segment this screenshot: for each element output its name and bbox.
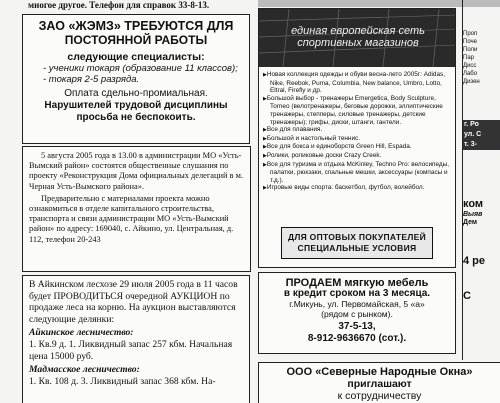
notice-paragraph-1: 5 августа 2005 года в 13.00 в администрации МО «Усть-Вымский район» состоятся общественные слушания по проекту «Реконструкция Дома официальных делегаций в м. Черная Усть-Вымского района».	[29, 151, 243, 191]
right-fragment: Выяв	[463, 211, 483, 218]
right-fragment: Поче	[463, 39, 477, 45]
zao-title: ЗАО «ЖЭМЗ» ТРЕБУЮТСЯ ДЛЯ	[38, 19, 234, 33]
north-company: ООО «Северные Народные Окна»	[286, 366, 473, 378]
stamp-line-2: СПЕЦИАЛЬНЫЕ УСЛОВИЯ	[297, 243, 417, 253]
zao-specialists-heading: следующие специалисты:	[67, 51, 205, 63]
furniture-headline: ПРОДАЕМ мягкую мебель	[285, 277, 429, 289]
sport-product-list	[263, 71, 453, 193]
furniture-address-note: (рядом с рынком).	[321, 309, 393, 319]
furniture-credit: в кредит сроком на 3 месяца.	[283, 288, 431, 299]
right-fragment: Поли	[463, 47, 478, 53]
public-hearing-notice	[22, 146, 251, 272]
zao-item-1: - ученики токаря (образование 11 классов);	[43, 63, 238, 74]
stamp-line-1: ДЛЯ ОПТОВЫХ ПОКУПАТЕЛЕЙ	[287, 232, 427, 242]
right-fragment: ком	[463, 198, 484, 210]
zao-recruitment-ad	[22, 14, 250, 144]
zao-subtitle: ПОСТОЯННОЙ РАБОТЫ	[64, 33, 208, 47]
banner-line-2: спортивных магазинов	[297, 37, 419, 49]
north-windows-ad	[258, 362, 500, 403]
right-fragment: С	[463, 290, 471, 302]
right-fragment: Дизен	[463, 79, 480, 85]
banner-line-1: единая европейская сеть	[291, 25, 425, 37]
list-item: ▶ Большой и настольный теннис.	[263, 135, 453, 144]
right-fragment: т. 3-	[463, 140, 500, 150]
furniture-phone-1: 37-5-13,	[338, 321, 376, 332]
auction-lot-1: 1. Кв.9 д. 1. Ликвидный запас 257 кбм. Начальная цена 15000 руб.	[29, 338, 233, 362]
sport-banner	[259, 9, 456, 67]
right-fragment: Дисс	[463, 63, 477, 69]
zao-warning-line-1: Нарушителей трудовой дисциплины	[44, 100, 228, 111]
right-cutoff-column	[462, 0, 500, 360]
right-fragment: ул. С	[463, 130, 500, 140]
north-invite: приглашают	[347, 378, 412, 390]
auction-forestry-label-2: Мадмасское лесничество:	[29, 364, 140, 376]
right-fragment: г. Ро	[463, 120, 500, 130]
right-fragment: Проп	[463, 31, 478, 37]
north-cooperation: к сотрудничеству	[337, 390, 422, 402]
zao-payment: Оплата сдельно-промиальная.	[64, 88, 208, 99]
furniture-ad	[258, 272, 456, 354]
auction-lot-2: 1. Кв. 108 д. 3. Ликвидный запас 368 кбм. На-	[29, 375, 216, 387]
wholesale-stamp	[281, 227, 433, 259]
right-fragment: Дем	[463, 219, 478, 226]
top-header-text: многое другое. Телефон для справок 33-8-13.	[28, 0, 210, 10]
list-item: ▶ Все для туризма и отдыха McKinley, Techno Pro: велосипеды, палатки, рюкзаки, спальные мешки, аксессуары (компасы и т.д.).	[263, 161, 453, 185]
list-item: ▶ Все для бокса и единоборств Green Hill, Espada.	[263, 143, 453, 152]
list-item: ▶ Игровые виды спорта: баскетбол, футбол, волейбол.	[263, 184, 453, 193]
auction-intro: В Айкинском лесхозе 29 июля 2005 года в 11 часов будет ПРОВОДИТЬСЯ очередной АУКЦИОН по продаже леса на корню. На аукцион выставляются следующие делянки:	[29, 279, 238, 325]
right-fragment: Пар	[463, 55, 474, 61]
forest-auction-notice	[22, 275, 250, 403]
auction-forestry-label-1: Айкинское лесничество:	[29, 327, 134, 339]
zao-warning-line-2: просьба не беспокоить.	[76, 111, 196, 123]
furniture-address: г.Микунь, ул. Первомайская, 5 «а»	[289, 299, 425, 309]
furniture-phone-2: 8-912-9636670 (сот.).	[307, 333, 407, 344]
right-fragment: 4 ре	[463, 255, 486, 267]
list-item: ▶ Все для плавания.	[263, 126, 453, 135]
zao-item-2: - токаря 2-5 разряда.	[43, 74, 140, 85]
right-fragment: Лабо	[463, 71, 478, 77]
notice-paragraph-2: Предварительно с материалами проекта можно ознакомиться в отделе капитального строительства, транспорта и связи администрации МО «Усть-Вымский район» по адресу: 169040, с. Айкино, ул. Центральная, д. 112, телефон 20-243	[29, 193, 234, 244]
list-item: ▶ Большой выбор - тренажеры Emergetica, Body Sculpture, Torneo (велотренажеры, беговые дорожки, эллиптические тренажеры, степперы, силовые тренажеры, детские тренажеры); грифы, диски, штанги, гантели.	[263, 95, 453, 126]
list-item: ▶ Новая коллекция одежды и обуви весна-лето 2005г: Adidas, Nike, Reebok, Puma, Columbia, New balance, Umbro, Lotto, Eltral, Firefly и др.	[263, 71, 453, 95]
list-item: ▶ Ролики, роликовые доски Crazy Creek.	[263, 152, 453, 161]
sport-shop-ad	[258, 8, 456, 268]
